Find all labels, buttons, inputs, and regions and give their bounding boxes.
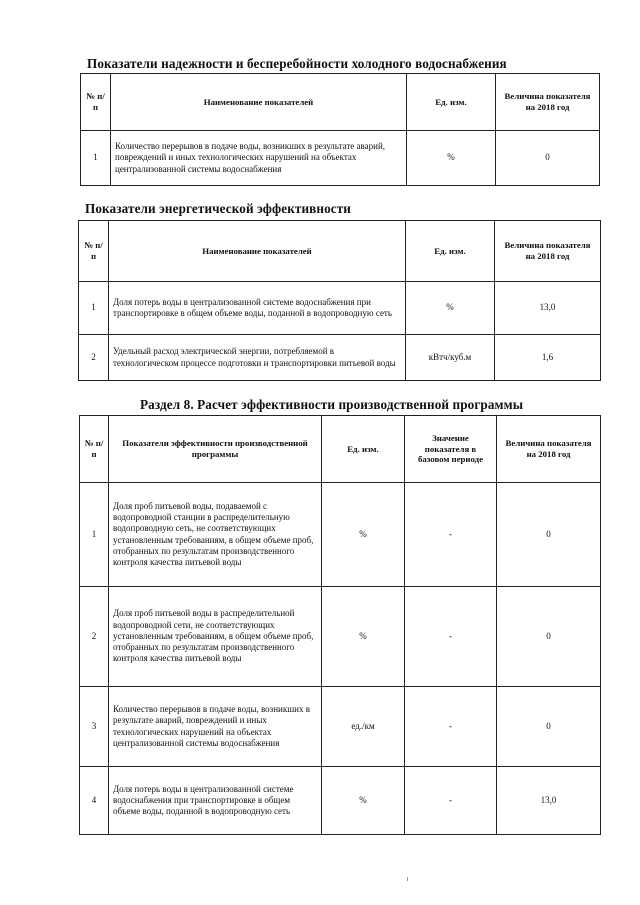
table-row bbox=[79, 335, 601, 381]
header-unit: Ед. изм. bbox=[407, 74, 496, 131]
header-num: № п/п bbox=[80, 416, 109, 483]
row-value: 0 bbox=[497, 587, 601, 687]
table-row bbox=[79, 282, 601, 335]
table-row bbox=[80, 587, 601, 687]
row-unit: % bbox=[322, 767, 405, 835]
header-base: Значение показателя в базовом периоде bbox=[405, 416, 497, 483]
row-base: - bbox=[405, 587, 497, 687]
row-num: 1 bbox=[81, 131, 111, 186]
row-unit: ед./км bbox=[322, 687, 405, 767]
row-value: 1,6 bbox=[495, 335, 601, 381]
row-base: - bbox=[405, 483, 497, 587]
scan-artifact bbox=[407, 877, 408, 881]
table-row bbox=[80, 687, 601, 767]
row-num: 4 bbox=[80, 767, 109, 835]
energy-table bbox=[78, 220, 601, 381]
section1-title: Показатели надежности и бесперебойности холодного водоснабжения bbox=[87, 56, 507, 71]
row-unit: % bbox=[322, 483, 405, 587]
row-value: 13,0 bbox=[495, 282, 601, 335]
header-value: Величина показателя на 2018 год bbox=[496, 74, 600, 131]
efficiency-table bbox=[79, 415, 601, 835]
table-row bbox=[80, 767, 601, 835]
row-name: Доля проб питьевой воды, подаваемой с водопроводной станции в распределительную водопроводную сеть, не соответствующих установленным требованиям, в общем объеме проб, отобранных по результатам производственного контроля качества питьевой воды bbox=[109, 483, 322, 587]
row-name: Доля потерь воды в централизованной системе водоснабжения при транспортировке в общем объеме воды, поданной в водопроводную сеть bbox=[109, 282, 406, 335]
row-unit: % bbox=[407, 131, 496, 186]
table-header-row bbox=[81, 74, 600, 131]
row-value: 0 bbox=[497, 687, 601, 767]
table-row bbox=[81, 131, 600, 186]
header-value: Величина показателя на 2018 год bbox=[497, 416, 601, 483]
header-value: Величина показателя на 2018 год bbox=[495, 221, 601, 282]
row-name: Удельный расход электрической энергии, потребляемой в технологическом процессе подготовки и транспортировки питьевой воды bbox=[109, 335, 406, 381]
row-value: 0 bbox=[497, 483, 601, 587]
header-name: Наименование показателей bbox=[109, 221, 406, 282]
row-name: Доля потерь воды в централизованной системе водоснабжения при транспортировке в общем объеме воды, поданной в водопроводную сеть bbox=[109, 767, 322, 835]
table-header-row bbox=[79, 221, 601, 282]
header-unit: Ед. изм. bbox=[406, 221, 495, 282]
row-num: 1 bbox=[80, 483, 109, 587]
row-unit: % bbox=[322, 587, 405, 687]
header-num: № п/п bbox=[81, 74, 111, 131]
header-name: Показатели эффективности производственной программы bbox=[109, 416, 322, 483]
reliability-table bbox=[80, 73, 600, 186]
row-value: 0 bbox=[496, 131, 600, 186]
row-num: 1 bbox=[79, 282, 109, 335]
row-value: 13,0 bbox=[497, 767, 601, 835]
header-unit: Ед. изм. bbox=[322, 416, 405, 483]
row-num: 3 bbox=[80, 687, 109, 767]
header-num: № п/п bbox=[79, 221, 109, 282]
row-name: Доля проб питьевой воды в распределительной водопроводной сети, не соответствующих установленным требованиям, в общем объеме проб, отобранных по результатам производственного контроля качества питьевой воды bbox=[109, 587, 322, 687]
header-name: Наименование показателей bbox=[111, 74, 407, 131]
row-unit: % bbox=[406, 282, 495, 335]
section3-title: Раздел 8. Расчет эффективности производственной программы bbox=[140, 397, 524, 412]
table-row bbox=[80, 483, 601, 587]
row-num: 2 bbox=[80, 587, 109, 687]
section2-title: Показатели энергетической эффективности bbox=[85, 201, 352, 216]
row-base: - bbox=[405, 767, 497, 835]
table-header-row bbox=[80, 416, 601, 483]
row-num: 2 bbox=[79, 335, 109, 381]
row-name: Количество перерывов в подаче воды, возникших в результате аварий, повреждений и иных технологических нарушений на объектах централизованной системы водоснабжения bbox=[111, 131, 407, 186]
row-unit: кВтч/куб.м bbox=[406, 335, 495, 381]
row-base: - bbox=[405, 687, 497, 767]
row-name: Количество перерывов в подаче воды, возникших в результате аварий, повреждений и иных технологических нарушений на объектах централизованной системы водоснабжения bbox=[109, 687, 322, 767]
